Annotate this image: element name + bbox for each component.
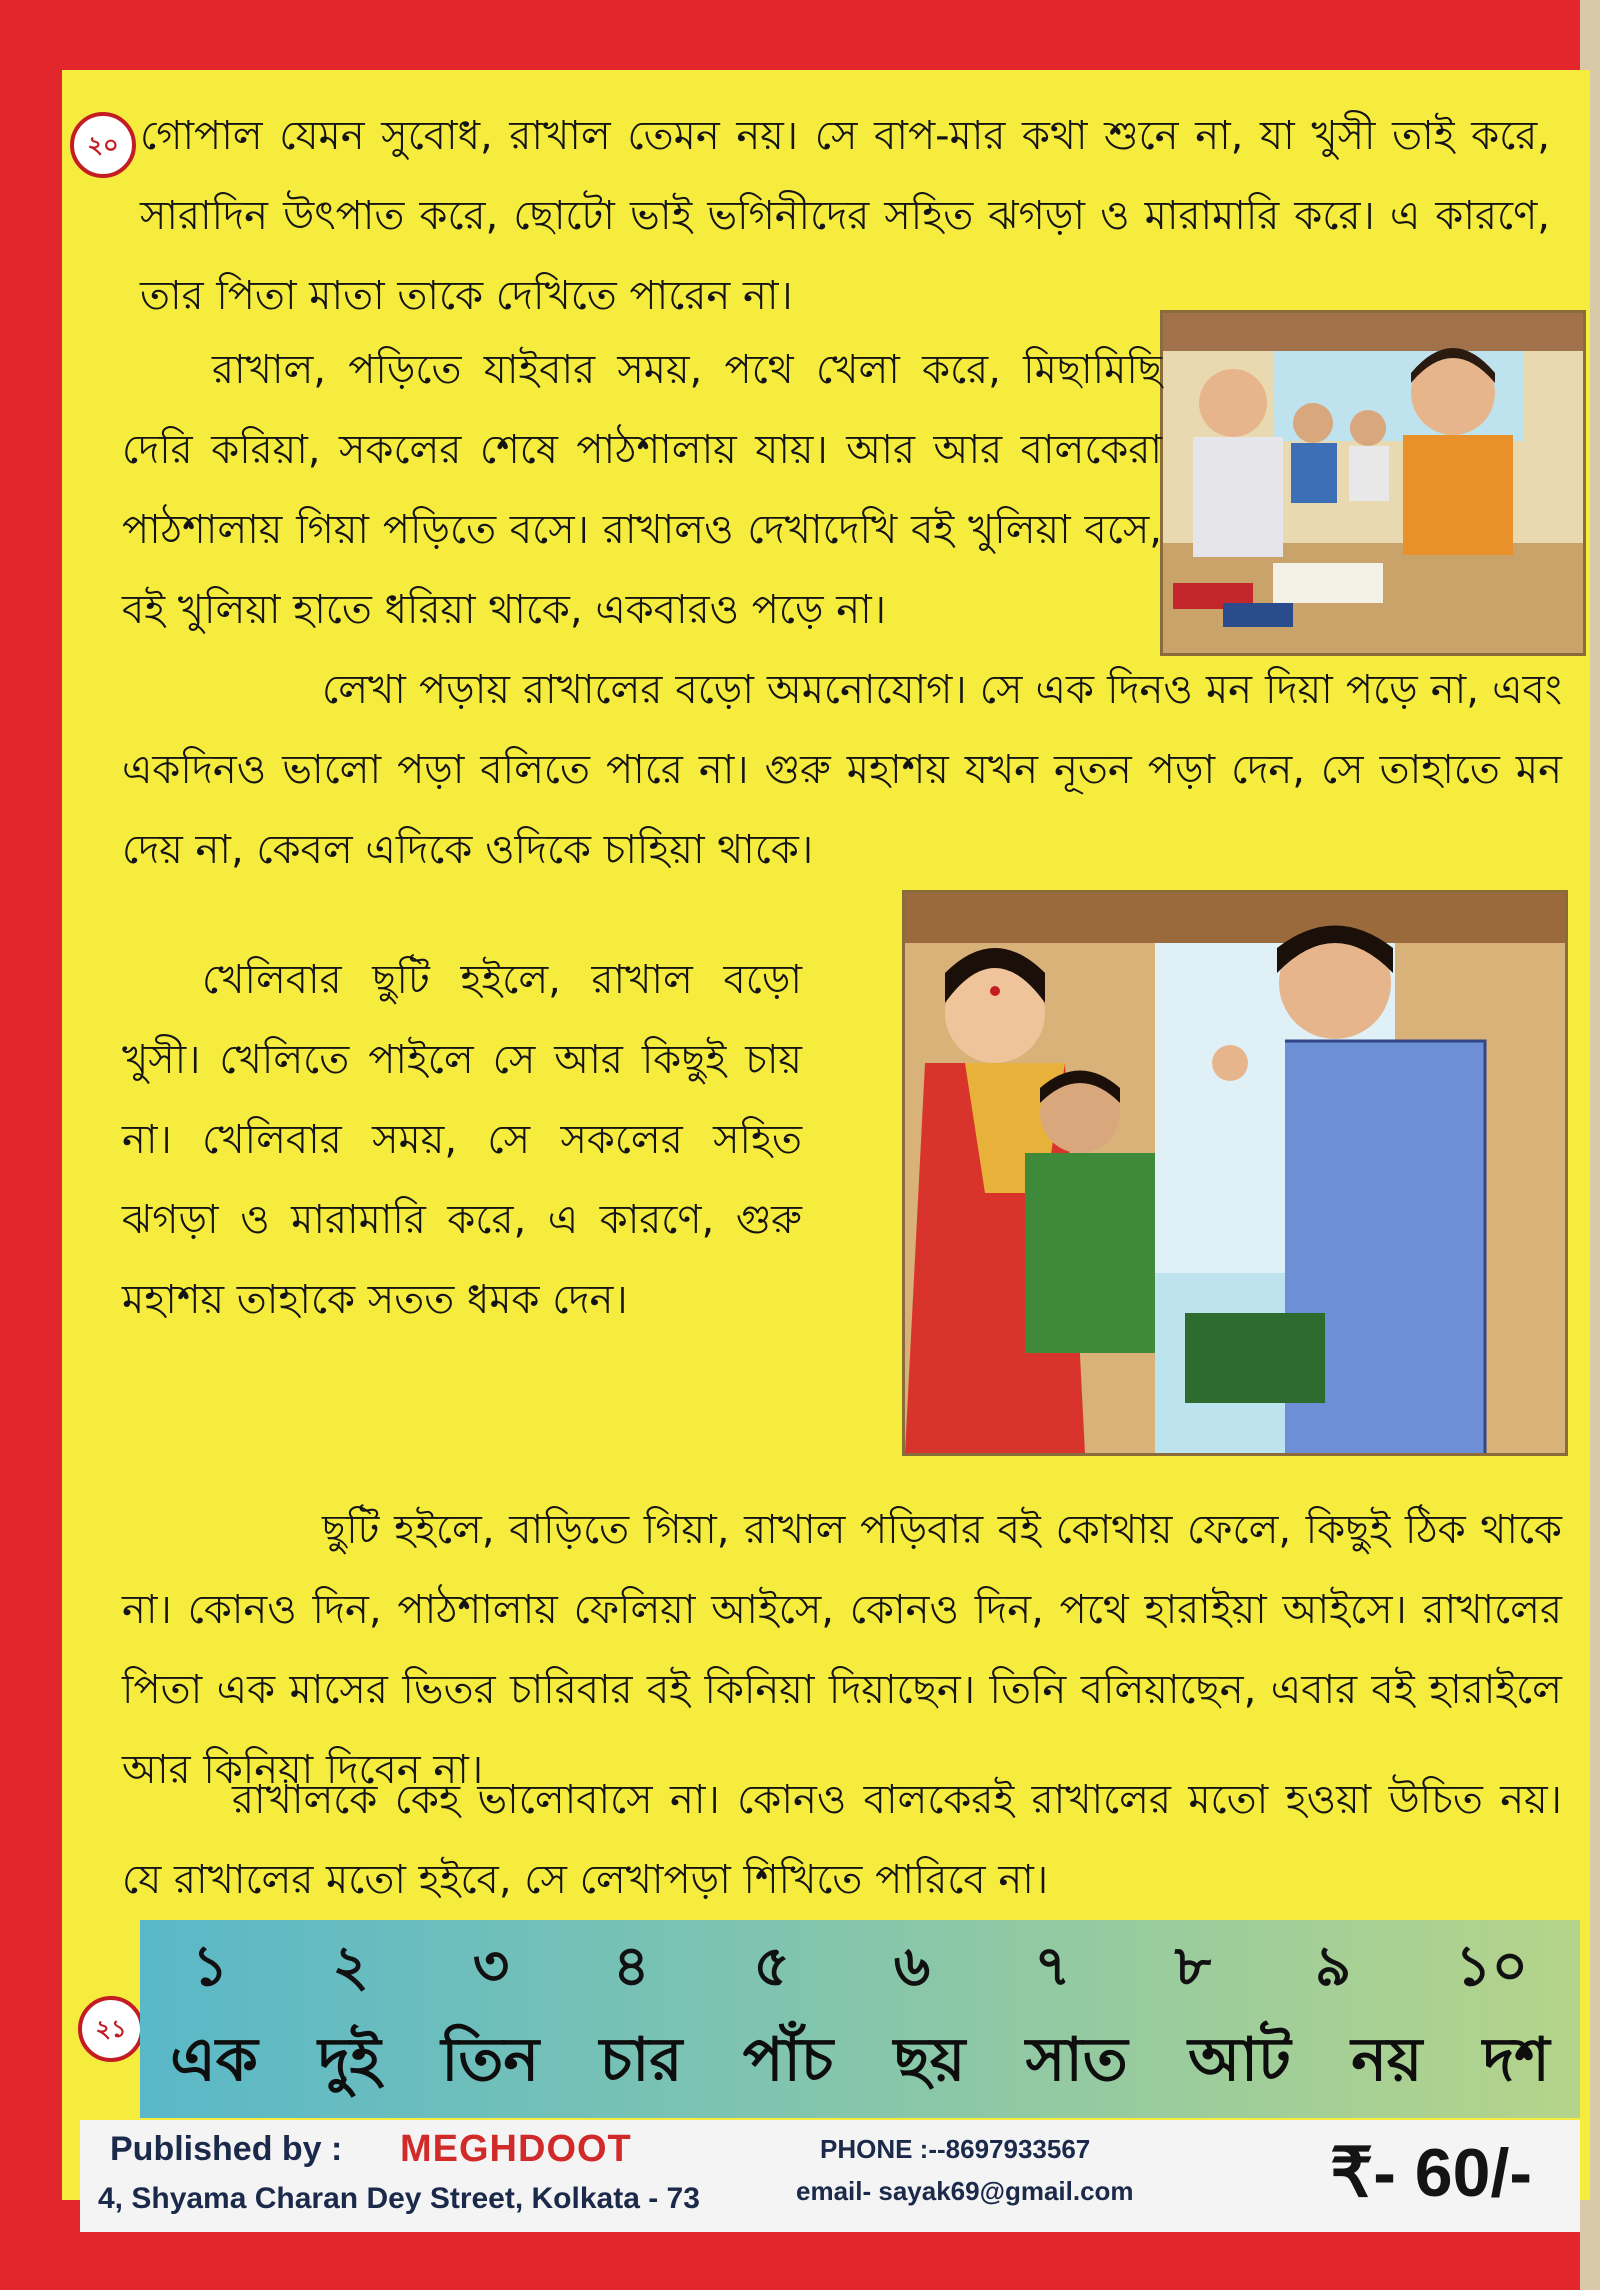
digit-3: ৩	[472, 1934, 510, 1999]
text-panel	[62, 70, 1590, 2200]
classroom-drawing	[1163, 313, 1583, 653]
word-3: তিন	[441, 2025, 540, 2095]
word-1: এক	[170, 2025, 258, 2095]
lesson-20-number-badge: ২০	[70, 112, 136, 178]
digit-4: ৪	[613, 1934, 650, 1999]
lesson-20-paragraph-2: রাখাল, পড়িতে যাইবার সময়, পথে খেলা করে, মিছামিছি দেরি করিয়া, সকলের শেষে পাঠশালায় যায়। আর আর বালকেরা পাঠশালায় গিয়া পড়িতে বসে। রাখালও দেখাদেখি বই খুলিয়া বসে, বই খুলিয়া হাতে ধরিয়া থাকে, একবারও পড়ে না।	[122, 347, 1162, 633]
digit-7: ৭	[1034, 1934, 1071, 1999]
word-7: সাত	[1025, 2025, 1128, 2095]
family-illustration	[902, 890, 1568, 1456]
digit-1: ১	[191, 1934, 229, 1999]
digit-5: ৫	[753, 1934, 790, 1999]
word-2: দুই	[318, 2025, 381, 2095]
publisher-phone: PHONE :--8697933567	[820, 2134, 1091, 2164]
digit-2: ২	[332, 1934, 369, 1999]
digit-6: ৬	[893, 1934, 931, 1999]
word-4: চার	[599, 2025, 683, 2095]
word-5: পাঁচ	[742, 2025, 834, 2095]
word-10: দশ	[1482, 2025, 1550, 2095]
publisher-brand: MEGHDOOT	[400, 2128, 632, 2170]
publisher-address: 4, Shyama Charan Dey Street, Kolkata - 73	[98, 2182, 700, 2215]
classroom-illustration	[1160, 310, 1586, 656]
digit-8: ৮	[1174, 1934, 1211, 1999]
published-by-label: Published by :	[110, 2130, 343, 2168]
word-9: নয়	[1351, 2025, 1423, 2095]
lesson-21-number-badge: ২১	[78, 1996, 144, 2062]
number-words-row	[140, 2016, 1580, 2112]
lesson-20-paragraph-1: গোপাল যেমন সুবোধ, রাখাল তেমন নয়। সে বাপ-মার কথা শুনে না, যা খুসী তাই করে, সারাদিন উৎপাত করে, ছোটো ভাই ভগিনীদের সহিত ঝগড়া ও মারামারি করে। এ কারণে, তার পিতা মাতা তাকে দেখিতে পারেন না।	[140, 113, 1550, 319]
publisher-email: email- sayak69@gmail.com	[796, 2176, 1134, 2206]
family-drawing	[905, 893, 1565, 1453]
book-price: ₹- 60/-	[1330, 2135, 1532, 2211]
word-8: আট	[1188, 2025, 1291, 2095]
lesson-20-paragraph-3: লেখা পড়ায় রাখালের বড়ো অমনোযোগ। সে এক দিনও মন দিয়া পড়ে না, এবং একদিনও ভালো পড়া বলিতে পারে না। গুরু মহাশয় যখন নূতন পড়া দেন, সে তাহাতে মন দেয় না, কেবল এদিকে ওদিকে চাহিয়া থাকে।	[122, 667, 1562, 873]
digit-10: ১০	[1455, 1934, 1528, 1999]
lesson-20-paragraph-6: রাখালকে কেহ ভালোবাসে না। কোনও বালকেরই রাখালের মতো হওয়া উচিত নয়। যে রাখালের মতো হইবে, সে লেখাপড়া শিখিতে পারিবে না।	[122, 1777, 1562, 1903]
lesson-20-paragraph-4: খেলিবার ছুটি হইলে, রাখাল বড়ো খুসী। খেলিতে পাইলে সে আর কিছুই চায় না। খেলিবার সময়, সে সকলের সহিত ঝগড়া ও মারামারি করে, এ কারণে, গুরু মহাশয় তাহাকে সতত ধমক দেন।	[122, 957, 802, 1323]
digit-9: ৯	[1314, 1934, 1352, 1999]
bengali-digits-row	[140, 1930, 1580, 2010]
numbers-strip	[140, 1920, 1580, 2118]
word-6: ছয়	[893, 2025, 966, 2095]
publisher-footer	[80, 2120, 1580, 2232]
lesson-20-paragraph-5: ছুটি হইলে, বাড়িতে গিয়া, রাখাল পড়িবার বই কোথায় ফেলে, কিছুই ঠিক থাকে না। কোনও দিন, পাঠশালায় ফেলিয়া আইসে, কোনও দিন, পথে হারাইয়া আইসে। রাখালের পিতা এক মাসের ভিতর চারিবার বই কিনিয়া দিয়াছেন। তিনি বলিয়াছেন, এবার বই হারাইলে আর কিনিয়া দিবেন না।	[122, 1507, 1562, 1793]
